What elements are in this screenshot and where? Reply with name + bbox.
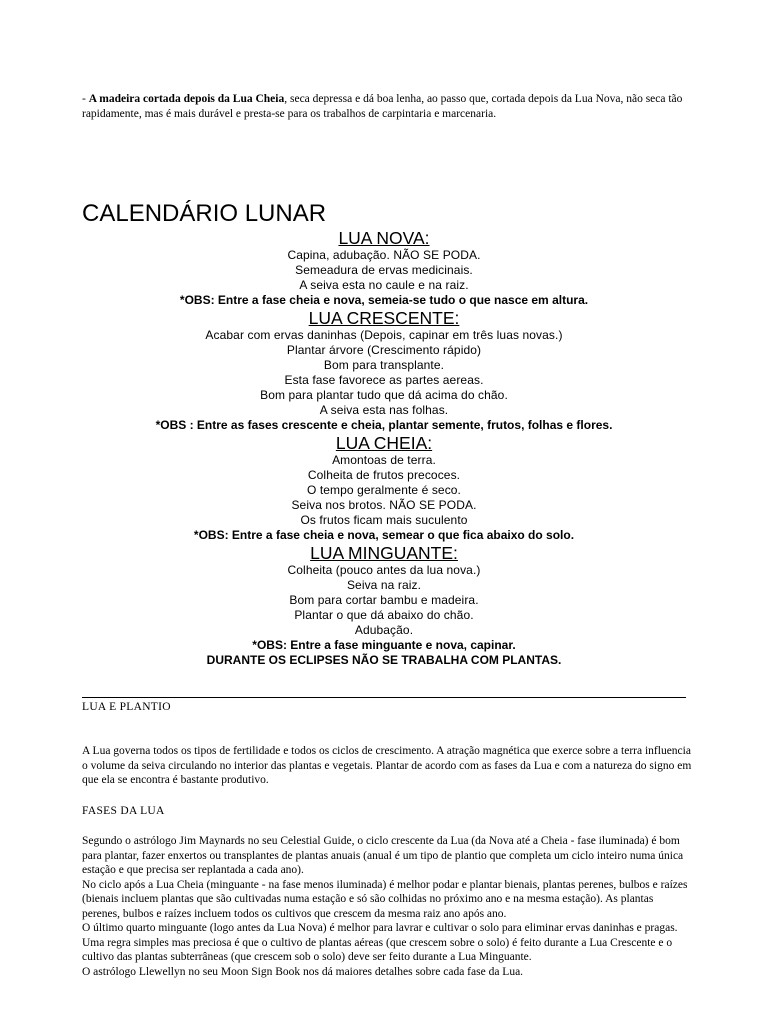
phase-line: O tempo geralmente é seco.	[306, 483, 461, 497]
phase-heading: LUA NOVA:	[338, 228, 430, 248]
phase-line: Bom para plantar tudo que dá acima do chão.	[260, 388, 508, 402]
phase-line: Amontoas de terra.	[332, 453, 436, 467]
fases-da-lua-paragraphs	[82, 834, 692, 979]
phase-line: A seiva esta no caule e na raiz.	[299, 278, 469, 292]
paragraph: Uma regra simples mas preciosa é que o cultivo de plantas aéreas (que crescem sobre o solo) é feito durante a Lua Crescente e o cultivo das plantas subterrâneas (que crescem sob o solo) deve ser feito durante a Lua Minguante.	[82, 936, 673, 963]
phase-lua-crescente	[82, 308, 686, 433]
phase-line: Bom para transplante.	[323, 358, 445, 372]
phase-heading: LUA CRESCENTE:	[308, 308, 460, 328]
calendar-title: CALENDÁRIO LUNAR	[82, 200, 327, 227]
lua-e-plantio-paragraph	[82, 744, 692, 788]
phase-lua-cheia	[82, 433, 686, 543]
phase-line: Seiva na raiz.	[346, 578, 422, 592]
phase-obs: *OBS: Entre a fase cheia e nova, semear o que fica abaixo do solo.	[193, 528, 575, 542]
phase-line: Os frutos ficam mais suculento	[300, 513, 468, 527]
phase-line: Plantar árvore (Crescimento rápido)	[286, 343, 482, 357]
section-divider	[82, 697, 686, 698]
paragraph: O último quarto minguante (logo antes da Lua Nova) é melhor para lavrar e cultivar o solo para eliminar ervas daninhas e pragas.	[82, 922, 678, 934]
intro-paragraph	[82, 92, 692, 122]
lunar-phases-block	[82, 228, 686, 668]
intro-rest-text: , seca depressa e dá boa lenha, ao passo que, cortada depois da Lua Nova, não seca tão rapidamente, mas é mais durável e presta-se para os trabalhos de carpintaria e marcenaria.	[82, 93, 683, 120]
phase-line: Semeadura de ervas medicinais.	[295, 263, 473, 277]
phase-line: Esta fase favorece as partes aereas.	[284, 373, 484, 387]
intro-prefix: -	[82, 93, 89, 105]
eclipse-warning: DURANTE OS ECLIPSES NÃO SE TRABALHA COM PLANTAS.	[206, 653, 562, 667]
phase-line: Colheita de frutos precoces.	[307, 468, 461, 482]
section-title-fases-da-lua: FASES DA LUA	[82, 805, 165, 817]
phase-line: Capina, adubação. NÃO SE PODA.	[287, 248, 481, 262]
phase-line: A seiva esta nas folhas.	[319, 403, 449, 417]
section-title-lua-e-plantio: LUA E PLANTIO	[82, 701, 171, 713]
phase-line: Bom para cortar bambu e madeira.	[289, 593, 479, 607]
phase-obs: *OBS : Entre as fases crescente e cheia, plantar semente, frutos, folhas e flores.	[155, 418, 613, 432]
phase-heading: LUA CHEIA:	[335, 433, 433, 453]
phase-obs: *OBS: Entre a fase minguante e nova, capinar.	[252, 638, 516, 652]
paragraph: A Lua governa todos os tipos de fertilidade e todos os ciclos de crescimento. A atração magnética que exerce sobre a terra influencia o volume da seiva circulando no interior das plantas e vegetais. Plantar de acordo com as fases da Lua e com a natureza do signo em que ela se encontra é bastante produtivo.	[82, 745, 692, 786]
phase-lua-nova	[82, 228, 686, 308]
paragraph: O astrólogo Llewellyn no seu Moon Sign Book nos dá maiores detalhes sobre cada fase da Lua.	[82, 965, 524, 978]
phase-line: Adubação.	[354, 623, 414, 637]
phase-heading: LUA MINGUANTE:	[310, 543, 458, 563]
paragraph: Segundo o astrólogo Jim Maynards no seu Celestial Guide, o ciclo crescente da Lua (da Nova até a Cheia - fase iluminada) é bom para plantar, fazer enxertos ou transplantes de plantas anuais (anual é um tipo de plantio que completa um ciclo inteiro numa única estação e que precisa ser replantada a cada ano).	[82, 835, 684, 876]
phase-line: Seiva nos brotos. NÃO SE PODA.	[291, 498, 477, 512]
phase-obs: *OBS: Entre a fase cheia e nova, semeia-se tudo o que nasce em altura.	[179, 293, 589, 307]
phase-line: Colheita (pouco antes da lua nova.)	[287, 563, 481, 577]
phase-line: Acabar com ervas daninhas (Depois, capinar em três luas novas.)	[205, 328, 563, 342]
phase-lua-minguante	[82, 543, 686, 668]
intro-bold-text: A madeira cortada depois da Lua Cheia	[88, 93, 285, 105]
paragraph: No ciclo após a Lua Cheia (minguante - na fase menos iluminada) é melhor podar e plantar bienais, plantas perenes, bulbos e raízes (bienais incluem plantas que são cultivadas numa estação e só são colhidas no próximo ano e na mesma estação). As plantas perenes, bulbos e raízes incluem todos os cultivos que crescem da mesma raiz ano após ano.	[82, 878, 688, 920]
phase-line: Plantar o que dá abaixo do chão.	[294, 608, 474, 622]
